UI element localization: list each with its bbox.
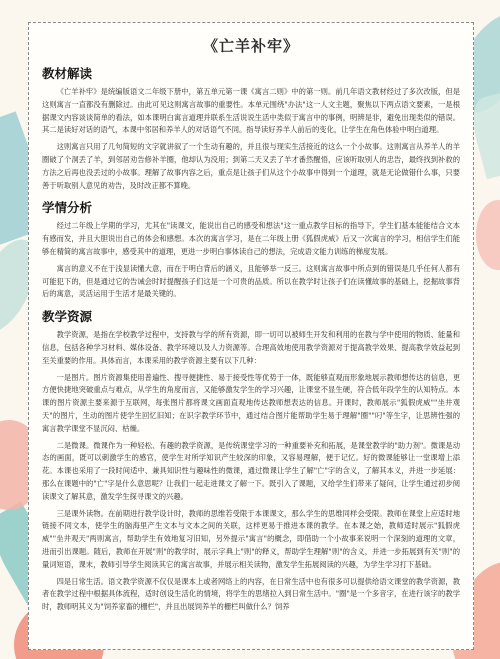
section-heading: 学情分析 bbox=[42, 200, 93, 216]
paragraph: 二是微课。微课作为一种轻松、有趣的教学资源，是传统课堂学习的一种重要补充和拓展，是课堂教学的"助力剂"。微课是动态的画面，既可以刺激学生的感官，使学生对所学知识产生较深的印象，又容易理解，便于记忆。好的微课能够让一堂课增上添花。本课也采用了一段时间适中、兼具知识性与趣味性的微课，通过微课让学生了解"亡"字的含义，了解其本义，并进一步延展：那么在课题中的"亡"字是什么意思呢？让我们一起走进课文了解一下。既引入了课题，又给学生们带来了疑问，让学生通过初步阅读课文了解其意，激发学生探寻课文的兴趣。 bbox=[42, 440, 460, 501]
paragraph: 三是课外读物。在前期进行教学设计时，教师的思维若受限于本课课文，那么学生的思维同样会受限。教师在课堂上应适时地链接不同文本，使学生的脑海里产生文本与文本之间的关联，这样更易于推进本课的教学。在本课之始，教师适时展示"狐假虎威""坐井观天"两则寓言，帮助学生有效地复习旧知，另外提示"寓言"的概念，即借助一个小故事来说明一个深刻的道理的文章，进而引出课题。随后，教师在开展"则"的教学时，展示字典上"则"的释义，帮助学生理解"则"的含义，并进一步拓展到有关"则"的量词短语，课末，教师引导学生阅读其它的寓言故事，并展示相关读物，激发学生拓展阅读的兴趣，为学生学习打下基础。 bbox=[42, 508, 460, 569]
paragraph: 《亡羊补牢》是统编版语文二年级下册中，第五单元第一课《寓言二则》中的第一则。前几年语文教材经过了多次改版，但是这则寓言一直都没有删除过。由此可见这则寓言故事的重要性。本单元围绕"办法"这一人文主题，聚焦以下两点语文要素，一是根据课文内容谈谈简单的看法，如本课明白寓言道理并联系生活说说生活中类似于寓言中的事例，明辨是非，避免出现类似的错误。其二是读好对话的语气，本课中邻居和养羊人的对话语气不同。指导读好养羊人前后的变化，让学生在角色体验中明白道理。 bbox=[42, 87, 460, 135]
paragraph: 这则寓言只用了几句简短的文字就讲叙了一个生动有趣的，并且很与现实生活接近的这么一个小故事。这则寓言从养羊人的羊圈破了个洞丢了羊，到邻居劝告修补羊圈，他却认为没用；到第二天又丢了羊才番然醒悟，应该听取别人的忠告，最终找到补救的方法之后再也没丢过的小故事。理解了故事内容之后，重点是让孩子们从这个小故事中得到一个道理，就是无论做错什么事，只要善于听取别人意见的劝告，及时改正都不算晚。 bbox=[42, 142, 460, 190]
paragraph: 寓言的意义不在于浅显读懂大意，而在于明白背后的涵义，且能够举一反三。这则寓言故事中所点到的错误是几乎任何人都有可能犯下的，但是通过它的告诫会时时提醒孩子们这是一个可贵的品质。所以在教学时让孩子们在读懂故事的基础上，挖掘故事背后的寓意，灵活运用于生活才是最关键的。 bbox=[42, 263, 460, 299]
document-card bbox=[28, 22, 474, 650]
paragraph: 一是图片。图片资源集使用普遍性、搜寻便捷性、易于接受性等优势于一体，既能够直观而形象地展示教师想传达的信息，更方便快捷地突破重点与难点，从学生的角度而言，又能够激发学生的学习兴趣，让课堂不显生硬，符合低年段学生的认知特点。本课的图片资源主要来源于互联网，每张图片都将课文画面直观地传达教师想表达的信息。开课时，教师展示"狐假虎威""坐井观天"的图片，生动的图片使学生回忆旧知；在识字教学环节中，通过结合图片能帮助学生易于理解"圈""叼"等生字，让思辨性强的寓言教学课堂不显沉闷、枯燥。 bbox=[42, 372, 460, 433]
paragraph: 四是日常生活。语文教学资源不仅仅是课本上或者网络上的内容，在日常生活中也有很多可以提供给语文课堂的教学资源，教者在教学过程中根据具体流程，适时创设生活化的情境，将学生的思绪拉入到日常生活中。"圈"是一个多音字，在进行该字的教学时，教师明其义为"饲养家畜的栅栏"，并且出展饲养羊的栅栏叫做什么？饲养 bbox=[42, 576, 460, 612]
section-heading: 教材解读 bbox=[42, 66, 93, 81]
document-title: 《亡羊补牢》 bbox=[202, 37, 299, 55]
section-heading: 教学资源 bbox=[42, 309, 93, 325]
section-student-analysis bbox=[42, 198, 460, 301]
paragraph: 经过二年级上学期的学习，尤其在"读课文，能说出自己的感受和想法"这一重点教学目标的指导下，学生们基本能能结合文本有感而发，并且大胆说出自己的体会和感想。本次的寓言学习，是在二年级上册《狐假虎威》后又一次寓言的学习，相信学生们能够在精简的寓言故事中，感受其中的道理，更进一步明白事体读自己的想法，完成语文能力训练的梯度发展。 bbox=[42, 221, 460, 256]
paragraph: 教学资源，是指在学校教学过程中，支持教与学的所有资源，即一切可以被师生开发和利用的在教与学中使用的物质、能量和信息，包括各种学习材料、媒体设备、教学环境以及人力资源等。合理高效地使用教学资源对于提高教学效果、提高教学效益起到至关重要的作用。具体而言，本课采用的教学资源主要有以下几种： bbox=[42, 330, 460, 365]
section-teaching-resources bbox=[42, 307, 460, 614]
decorative-flower-right bbox=[476, 200, 500, 270]
section-textbook-analysis bbox=[42, 64, 460, 192]
